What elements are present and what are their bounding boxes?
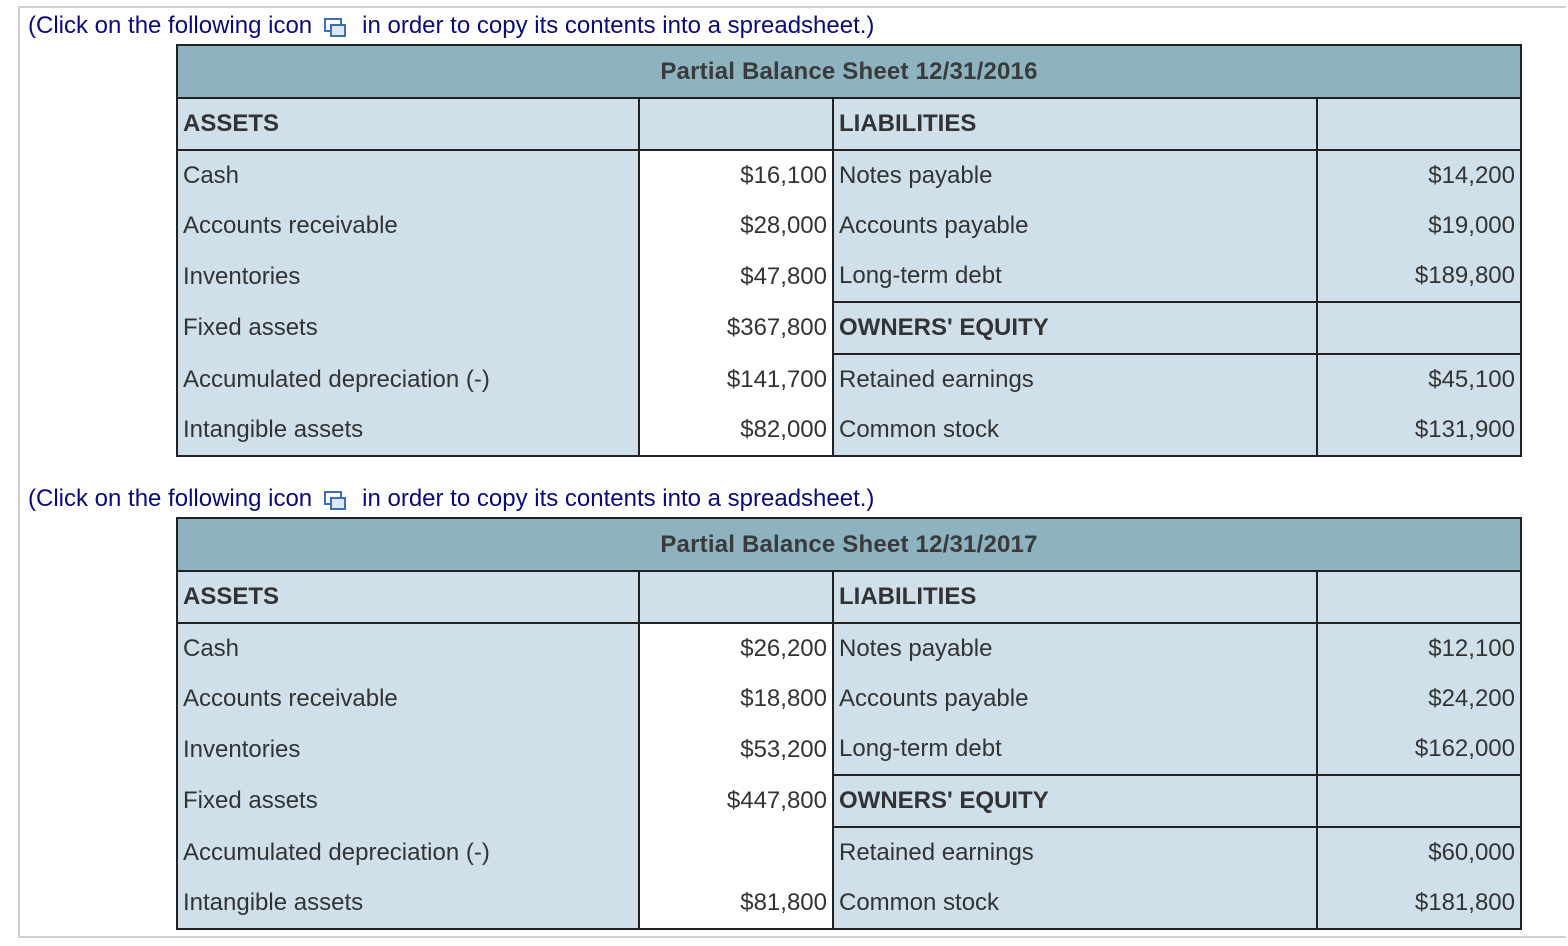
liability-value: $189,800 [1317,251,1521,302]
liability-value: $162,000 [1317,724,1521,775]
liability-label: Retained earnings [833,354,1317,405]
instruction-text-before: (Click on the following icon [28,11,313,39]
asset-label: Fixed assets [177,302,639,354]
liability-label: Long-term debt [833,251,1317,302]
instruction-text-before: (Click on the following icon [28,484,313,512]
balance-sheet-2017 [176,517,1522,930]
liability-value: $19,000 [1317,201,1521,251]
asset-value: $447,800 [639,775,833,827]
liability-label: Retained earnings [833,827,1317,878]
asset-label: Inventories [177,724,639,775]
sheet-title: Partial Balance Sheet 12/31/2017 [177,518,1521,571]
liability-label: Common stock [833,878,1317,929]
instruction-text-after: in order to copy its contents into a spreadsheet.) [362,484,875,512]
liability-label: Accounts payable [833,674,1317,724]
asset-value: $82,000 [639,405,833,456]
liability-value: $131,900 [1317,405,1521,456]
liability-value: $24,200 [1317,674,1521,724]
asset-label: Cash [177,150,639,201]
asset-value: $47,800 [639,251,833,302]
liability-value: $12,100 [1317,623,1521,674]
asset-label: Fixed assets [177,775,639,827]
balance-sheet-2016 [176,44,1522,457]
copy-icon[interactable] [322,488,346,510]
liabilities-header: LIABILITIES [833,98,1317,150]
owners-equity-header: OWNERS' EQUITY [833,775,1317,827]
asset-value: $53,200 [639,724,833,775]
asset-label: Intangible assets [177,878,639,929]
liability-label: Notes payable [833,150,1317,201]
asset-label: Intangible assets [177,405,639,456]
liability-value: $181,800 [1317,878,1521,929]
asset-value [639,827,833,878]
asset-label: Accumulated depreciation (-) [177,827,639,878]
asset-label: Cash [177,623,639,674]
liability-label: Long-term debt [833,724,1317,775]
asset-value: $18,800 [639,674,833,724]
asset-label: Accounts receivable [177,674,639,724]
asset-label: Inventories [177,251,639,302]
asset-label: Accumulated depreciation (-) [177,354,639,405]
asset-value: $367,800 [639,302,833,354]
instruction-text-after: in order to copy its contents into a spreadsheet.) [362,11,875,39]
liability-label: Accounts payable [833,201,1317,251]
liabilities-header: LIABILITIES [833,571,1317,623]
asset-label: Accounts receivable [177,201,639,251]
assets-header: ASSETS [177,571,639,623]
assets-header: ASSETS [177,98,639,150]
asset-value: $26,200 [639,623,833,674]
asset-value: $81,800 [639,878,833,929]
copy-instruction-1 [28,7,874,43]
asset-value: $16,100 [639,150,833,201]
liability-label: Common stock [833,405,1317,456]
copy-icon[interactable] [322,15,346,37]
asset-value: $141,700 [639,354,833,405]
liability-value: $60,000 [1317,827,1521,878]
copy-instruction-2 [28,480,874,516]
sheet-title: Partial Balance Sheet 12/31/2016 [177,45,1521,98]
liability-value: $14,200 [1317,150,1521,201]
liability-label: Notes payable [833,623,1317,674]
asset-value: $28,000 [639,201,833,251]
owners-equity-header: OWNERS' EQUITY [833,302,1317,354]
liability-value: $45,100 [1317,354,1521,405]
